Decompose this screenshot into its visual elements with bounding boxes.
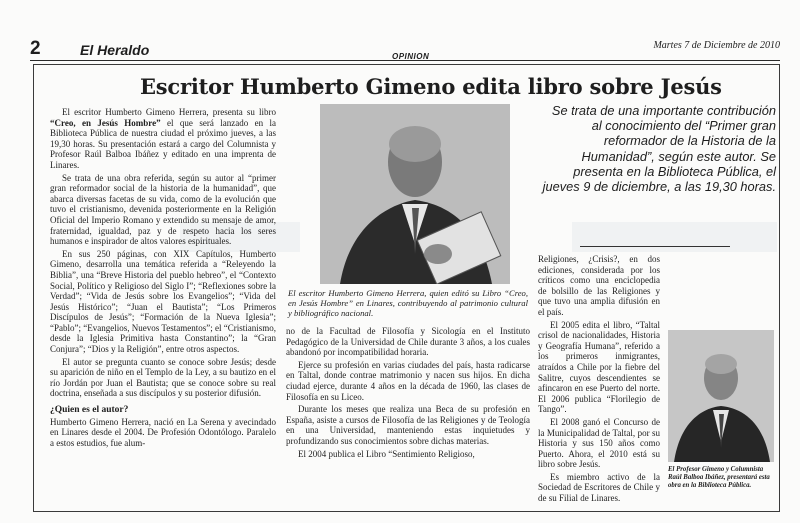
pull-quote: Se trata de una importante contribución al conocimiento del “Primer gran reformador de la Historia de la Humanidad”, según este autor. Se presenta en la Biblioteca Pública, el jueves 9 de diciembre, a las 19,30 horas. [542,103,776,195]
author-photo [320,104,510,284]
paragraph: El 2008 ganó el Concurso de la Municipalidad de Taltal, por su Historia y sus 150 años como Puerto. Ahora, el 2010 está su libro sobre Jesús. [538,416,660,470]
issue-date: Martes 7 de Diciembre de 2010 [653,40,780,51]
presenter-photo [668,330,774,462]
masthead [28,38,780,60]
pull-quote-divider [540,244,776,252]
paragraph: Durante los meses que realiza una Beca de su profesión en España, asiste a cursos de Filosofía de las Religiones y de Teología en una Universidad, manteniendo estas inquietudes y profundizando sus conocimientos sobre dichas materias. [286,404,530,446]
section-subhead: ¿Quien es el autor? [50,405,129,416]
paragraph: Ejerce su profesión en varias ciudades del país, hasta radicarse en Taltal, donde contrae matrimonio y nacen sus hijos. En dicha ciudad ejerce, durante 4 años en la década de 1960, las clases de Filosofía en su Liceo. [286,359,530,402]
newspaper-name: El Heraldo [80,42,150,58]
author-portrait-image [320,104,510,284]
page-number: 2 [30,38,41,59]
author-photo-caption: El escritor Humberto Gimeno Herrera, quien editó su Libro “Creo, en Jesús Hombre” en Linares, contribuyendo al patrimonio cultural y bibliográfico nacional. [288,288,528,318]
bleed-through-top [90,0,710,26]
book-title: “Creo, en Jesús Hombre” [50,117,161,128]
article-headline: Escritor Humberto Gimeno edita libro sobre Jesús [140,74,722,99]
masthead-rule [30,60,780,61]
paragraph: El 2004 publica el Libro “Sentimiento Religioso, [298,448,475,459]
paragraph: El 2005 edita el libro, “Taltal crisol de nacionalidades, Historia y Geografía Humana”, referido a los primeros inmigrantes, atraídos a Chile por la fiebre del Salitre, cuyos descendientes se afincaron en ese Puerto del norte. El 2006 publica “Florilegio de Tango”. [538,319,660,415]
paragraph: El autor se pregunta cuanto se conoce sobre Jesús; desde su aparición de niño en el Templo de la Ley, a su bautizo en el río Jordán por Juan el Bautista; que se conoce sobre su real doctrina, enseñada a sus discípulos y su posterior difusión. [50,356,276,399]
paragraph: no de la Facultad de Filosofía y Sicología en el Instituto Pedagógico de la Universidad de Chile durante 3 años, a los cuales abandonó por incompatibilidad horaria. [286,326,530,358]
presenter-photo-caption: El Profesor Gimeno y Columnista Raúl Balboa Ibáñez, presentará esta obra en la Biblioteca Pública. [668,466,770,489]
paragraph: En sus 250 páginas, con XIX Capítulos, Humberto Gimeno, desarrolla una temática referida a “Releyendo la Biblia”, una “Breve Historia del pueblo hebreo”, el “Contexto Social, Político y Religioso del Siglo I”; “Reflexiones sobre la Verdad”; “Vida de Jesús sobre los Evangelios”; “Vida del Jesús Histórico”; “Juan el Bautista”; “Los Primeros Discípulos de Jesús”; “Formación de la Nueva Iglesia”; “Pablo”; “Evangelios, Nuevos Testamentos”; el “Cristianismo, desde la Iglesia Primitiva hasta Constantino”; la “Gran Conjura”; “Dios y la Religión”, entre otros aspectos. [50,248,276,355]
paragraph: Es miembro activo de la Sociedad de Escritores de Chile y de su Filial de Linares. [538,471,660,504]
paragraph: Humberto Gimeno Herrera, nació en La Serena y avecindado en Linares desde el 2004. De Profesión Odontólogo. Paralelo a estos estudios, fue alum- [50,416,276,448]
presenter-portrait-image [668,330,774,462]
article-column-1 [50,107,276,507]
paragraph-intro: El escritor Humberto Gimeno Herrera, presenta su libro “Creo, en Jesús Hombre” el que será lanzado en la Biblioteca Pública de nuestra ciudad el próximo jueves, a las 19,30 horas. Su presentación estará a cargo del Columnista y Profesor Raúl Balboa Ibáñez y editado en una imprenta de Linares. [50,107,276,170]
section-label: OPINION [392,52,430,61]
paragraph: Religiones, ¿Crisis?, en dos ediciones, considerada por los críticos como una enciclopedia de bolsillo de las Religiones y que tuvo una amplia difusión en el país. [538,254,660,317]
article-column-2 [286,326,530,508]
paragraph: Se trata de una obra referida, según su autor al “primer gran reformador social de la historia de la humanidad”, que abarca diversas facetas de su vida, como de la evolución que tuvo el cristianismo, devenida posteriormente en la Religión Oficial del Imperio Romano y extendido su mensaje de amor, fraternidad, igualdad, paz y de respeto hacia los seres humanos e inspirador de altos valores espirituales. [50,172,276,247]
